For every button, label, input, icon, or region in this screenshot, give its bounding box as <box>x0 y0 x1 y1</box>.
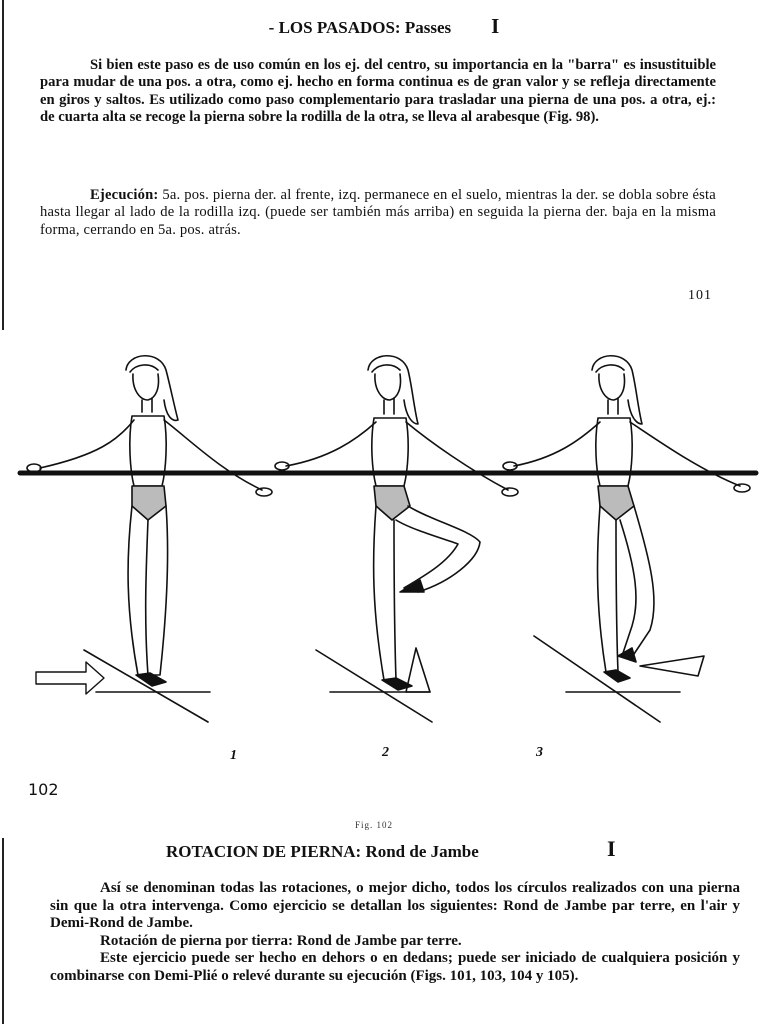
paragraph-rond-de-jambe <box>50 880 740 986</box>
paragraph-ejecucion <box>40 187 716 239</box>
figure-label-2: 2 <box>382 745 389 760</box>
figure-label-3: 3 <box>536 745 543 760</box>
figure-caption-fragment: Fig. 102 <box>355 820 394 830</box>
page-number-top: 101 <box>688 288 712 303</box>
paragraph-line-subheading: Rotación de pierna por tierra: Rond de Jambe par terre. <box>100 932 462 949</box>
dancer-figure-2 <box>275 356 518 722</box>
section-title-rond-de-jambe: ROTACION DE PIERNA: Rond de Jambe <box>166 842 479 861</box>
ballet-illustration <box>0 330 768 780</box>
ejecucion-text: 5a. pos. pierna der. al frente, izq. permanece en el suelo, mientras la der. se dobla sobre ésta hasta llegar al lado de la rodilla izq. (puede ser también más arriba) en seguida la pierna der. baja en la misma forma, cerrando en 5a. pos. atrás. <box>40 187 716 238</box>
figure-label-1: 1 <box>230 748 237 763</box>
dancer-figure-3 <box>503 356 750 722</box>
section-title-text: - LOS PASADOS: Passes <box>268 18 452 37</box>
paragraph-line-detail: Este ejercicio puede ser hecho en dehors o en dedans; puede ser iniciado de cualquiera posición y combinarse con Demi-Plié o relevé durante su ejecución (Figs. 101, 103, 104 y 105). <box>50 950 740 984</box>
dancer-figure-1 <box>27 356 272 722</box>
binding-edge-mark <box>2 838 4 1024</box>
paragraph-line-intro: Así se denominan todas las rotaciones, o mejor dicho, todos los círculos realizados con una pierna sin que la otra intervenga. Como ejercicio se detallan los siguientes: Rond de Jambe par terre, en l'air y Demi-Rond de Jambe. <box>50 880 740 932</box>
page-number-bottom: 102 <box>28 780 59 799</box>
section-level-roman: I <box>607 836 616 861</box>
figure-passe-sequence <box>0 330 768 780</box>
paragraph-intro: Si bien este paso es de uso común en los ej. del centro, su importancia en la "barra" es insustituible para mudar de una pos. a otra, como ej. hecho en forma continua es de gran valor y se refleja directamente en giros y saltos. Es utilizado como paso complementario para trasladar una pierna de una pos. a otra, ej.: de cuarta alta se recoge la pierna sobre la rodilla de la otra, se lleva al arabesque (Fig. 98). <box>40 57 716 126</box>
section-level-roman: I <box>491 14 500 38</box>
binding-edge-mark <box>2 0 4 330</box>
section-title-pasados <box>0 14 768 39</box>
ejecucion-label: Ejecución: <box>90 187 159 203</box>
